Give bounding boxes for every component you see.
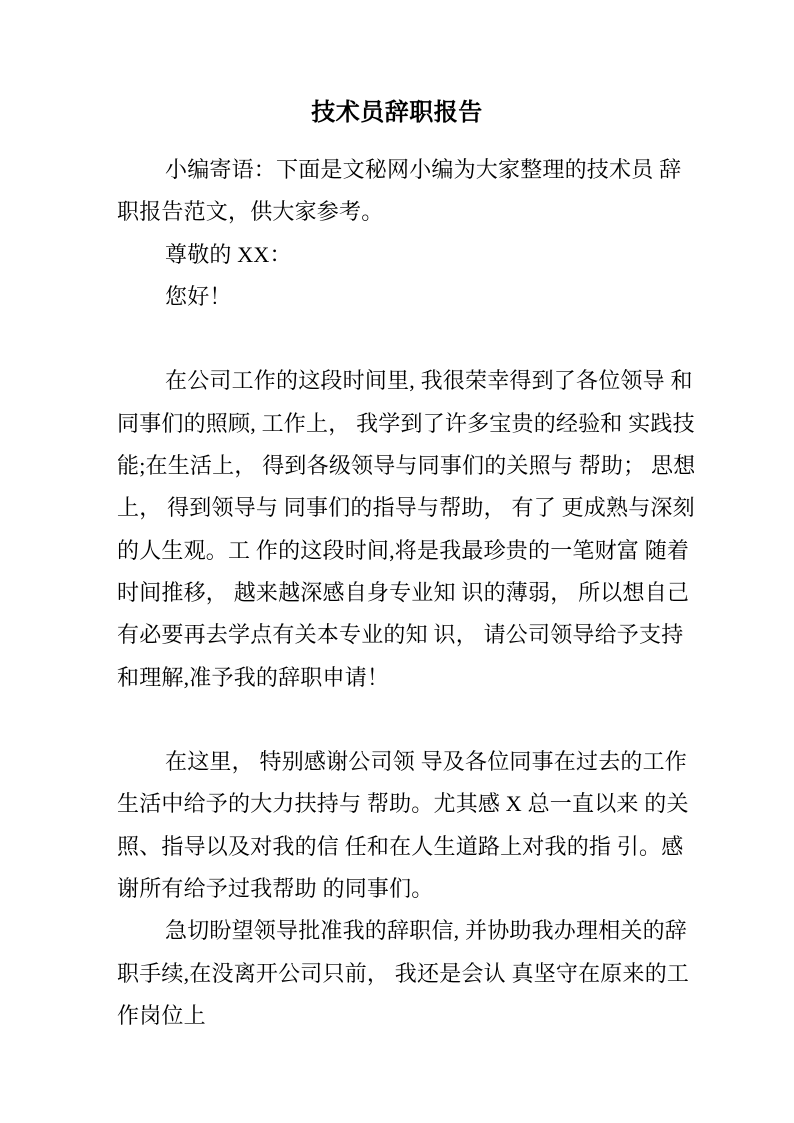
text-line: 尊敬的 XX： (165, 241, 292, 267)
text-line: 和理解,准予我的辞职申请！ (117, 664, 390, 690)
text-line: 同事们的照顾, 工作上， 我学到了许多宝贵的经验和 实践技 (117, 410, 695, 436)
text-line: 照、指导以及对我的信 任和在人生道路上对我的指 引。感 (117, 833, 684, 859)
text-line: 急切盼望领导批准我的辞职信, 并协助我办理相关的辞 (165, 918, 688, 944)
text-line: 在这里， 特别感谢公司领 导及各位同事在过去的工作 (165, 749, 688, 775)
text-line: 职手续,在没离开公司只前， 我还是会认 真坚守在原来的工 (117, 960, 690, 986)
text-line: 生活中给予的大力扶持与 帮助。尤其感 X 总一直以来 的关 (117, 791, 689, 817)
text-line: 作岗位上 (117, 1002, 206, 1028)
text-line: 时间推移， 越来越深感自身专业知 识的薄弱， 所以想自己 (117, 579, 690, 605)
text-line (117, 699, 683, 741)
text-line: 您好！ (165, 283, 232, 309)
text-line: 谢所有给予过我帮助 的同事们。 (117, 876, 434, 902)
text-line: 上， 得到领导与 同事们的指导与帮助， 有了 更成熟与深刻 (117, 495, 695, 521)
text-line: 职报告范文，供大家参考。 (117, 199, 384, 225)
text-line: 在公司工作的这段时间里, 我很荣幸得到了各位领导 和 (165, 368, 693, 394)
document-body (117, 149, 696, 1037)
document-title: 技术员辞职报告 (311, 100, 483, 126)
text-line: 小编寄语：下面是文秘网小编为大家整理的技术员 辞 (165, 157, 682, 182)
text-line (117, 318, 683, 360)
text-line: 的人生观。工 作的这段时间,将是我最珍贵的一笔财富 随着 (117, 537, 690, 563)
text-line: 有必要再去学点有关本专业的知 识， 请公司领导给予支持 (117, 622, 684, 648)
text-line: 能;在生活上， 得到各级领导与同事们的关照与 帮助； 思想 (117, 453, 696, 479)
